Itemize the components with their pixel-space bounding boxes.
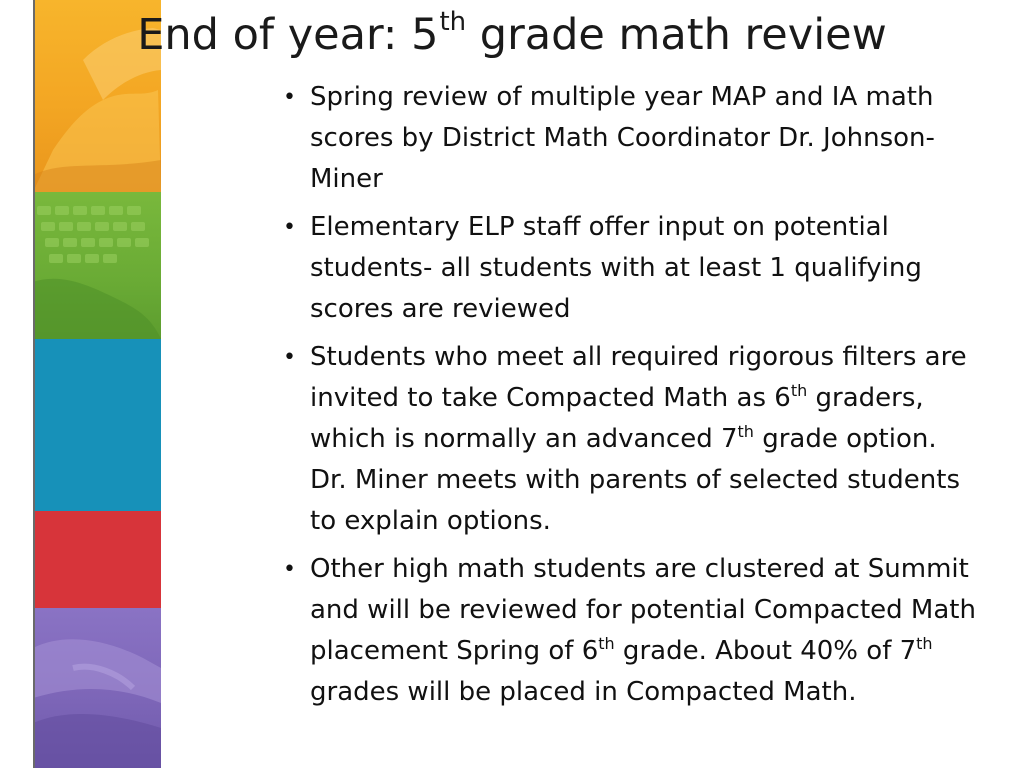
purple-band: [33, 608, 161, 768]
superscript: th: [598, 634, 615, 653]
bullet-item: [281, 549, 981, 713]
bullet-dot-icon: •: [283, 345, 296, 370]
bullet-text: Students who meet all required rigorous filters are invited to take Compacted Math as 6: [310, 342, 967, 413]
superscript: th: [790, 381, 808, 400]
red-band: [33, 511, 161, 608]
bullet-dot-icon: •: [283, 85, 296, 110]
bullet-dot-icon: •: [283, 215, 296, 240]
title-superscript: th: [439, 7, 467, 37]
bullet-text: Other high math students are clustered at Summit and will be reviewed for potential Compacted Math placement Spring of 6: [310, 554, 976, 666]
bullet-item: [281, 337, 981, 542]
title-text: End of year: 5: [137, 10, 439, 60]
bullet-text: grades will be placed in Compacted Math.: [310, 677, 857, 707]
green-band: [33, 192, 161, 339]
bullet-item: [281, 207, 981, 330]
bullet-dot-icon: •: [283, 557, 296, 582]
title-text-rest: grade math review: [466, 10, 887, 60]
hands-photo-icon: [33, 608, 161, 768]
superscript: th: [916, 634, 933, 653]
slide-title: [0, 4, 1024, 72]
bullet-text: grade. About 40% of 7: [614, 636, 917, 666]
bullet-text: grade option. Dr. Miner meets with parents of selected students to explain options.: [310, 424, 960, 536]
bullet-item: [281, 77, 981, 200]
bullet-text: Spring review of multiple year MAP and IA math scores by District Math Coordinator Dr. Johnson-Miner: [310, 82, 935, 194]
blue-band: [33, 339, 161, 511]
decorative-color-strip: [33, 0, 161, 768]
strip-edge-line: [33, 0, 35, 768]
bullet-text: Elementary ELP staff offer input on potential students- all students with at least 1 qualifying scores are reviewed: [310, 212, 922, 324]
bullet-list: [281, 77, 981, 720]
keyboard-photo-icon: [33, 192, 161, 339]
bullet-text: graders, which is normally an advanced 7: [310, 383, 924, 454]
superscript: th: [737, 422, 754, 441]
